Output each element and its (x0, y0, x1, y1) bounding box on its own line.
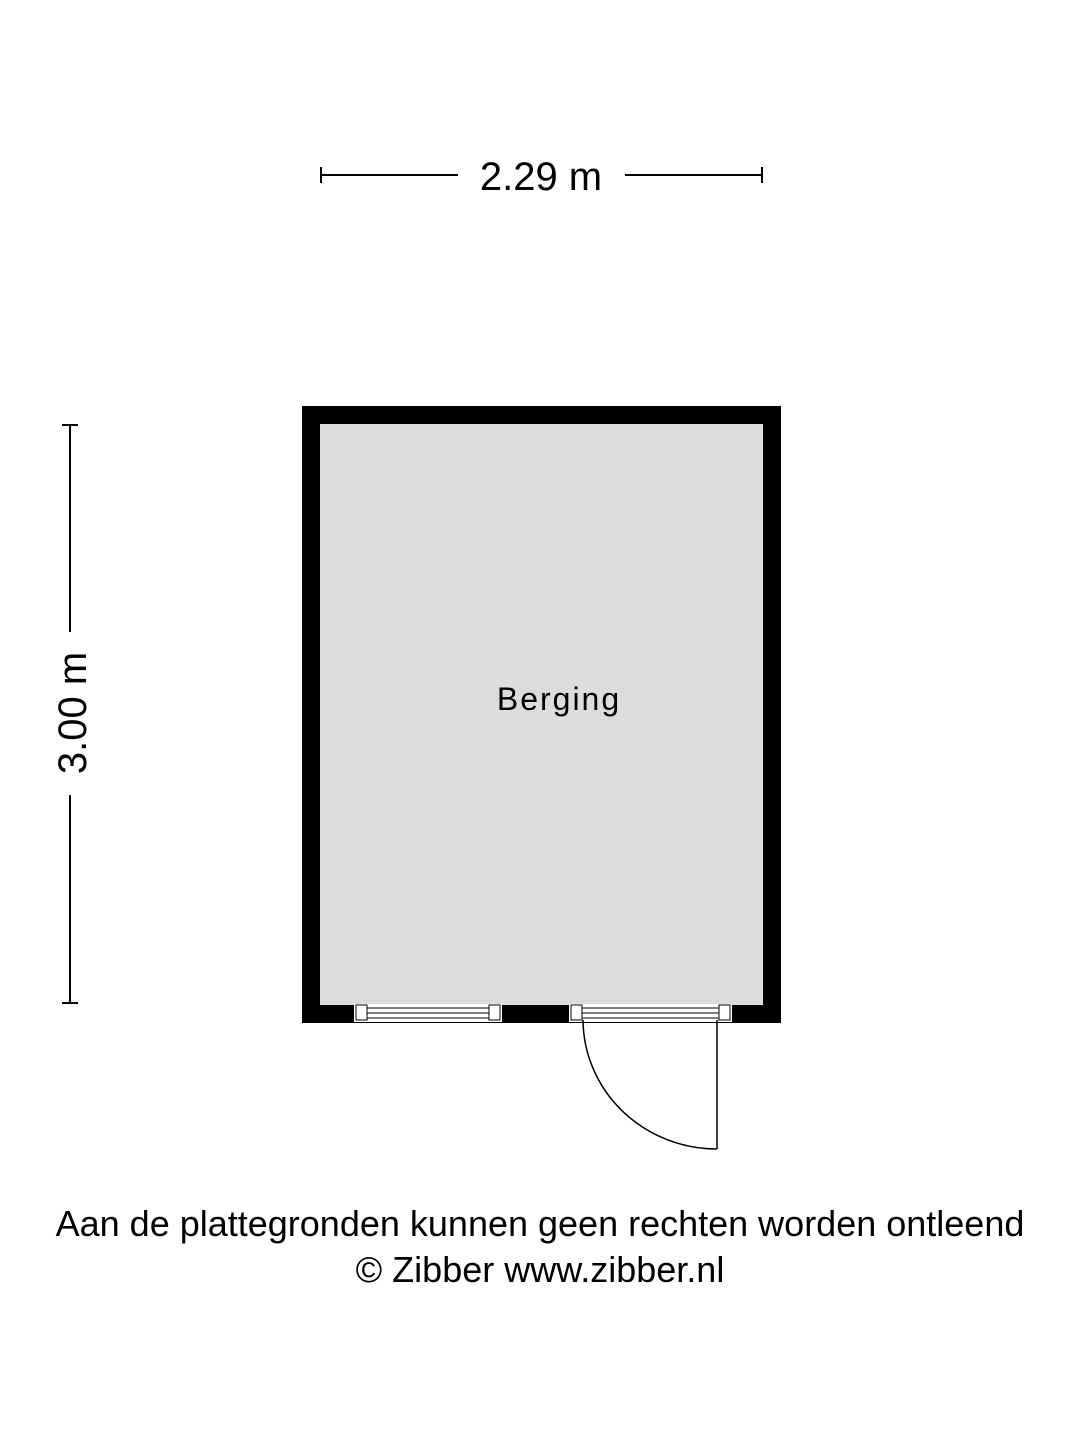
height-dimension (51, 425, 95, 1003)
copyright-text: © Zibber www.zibber.nl (355, 1249, 725, 1290)
room-berging (302, 406, 781, 1149)
window-frame-right (489, 1005, 500, 1020)
height-dimension-label: 3.00 m (51, 651, 95, 775)
window (354, 1004, 502, 1022)
door (569, 1004, 732, 1149)
door-frame-left (571, 1005, 582, 1020)
door-swing-arc (583, 1020, 717, 1149)
room-label: Berging (496, 681, 622, 717)
width-dimension-label: 2.29 m (479, 155, 603, 199)
window-frame-left (356, 1005, 367, 1020)
width-dimension (321, 155, 762, 199)
door-frame-right (719, 1005, 730, 1020)
disclaimer-text: Aan de plattegronden kunnen geen rechten worden ontleend (55, 1203, 1025, 1244)
